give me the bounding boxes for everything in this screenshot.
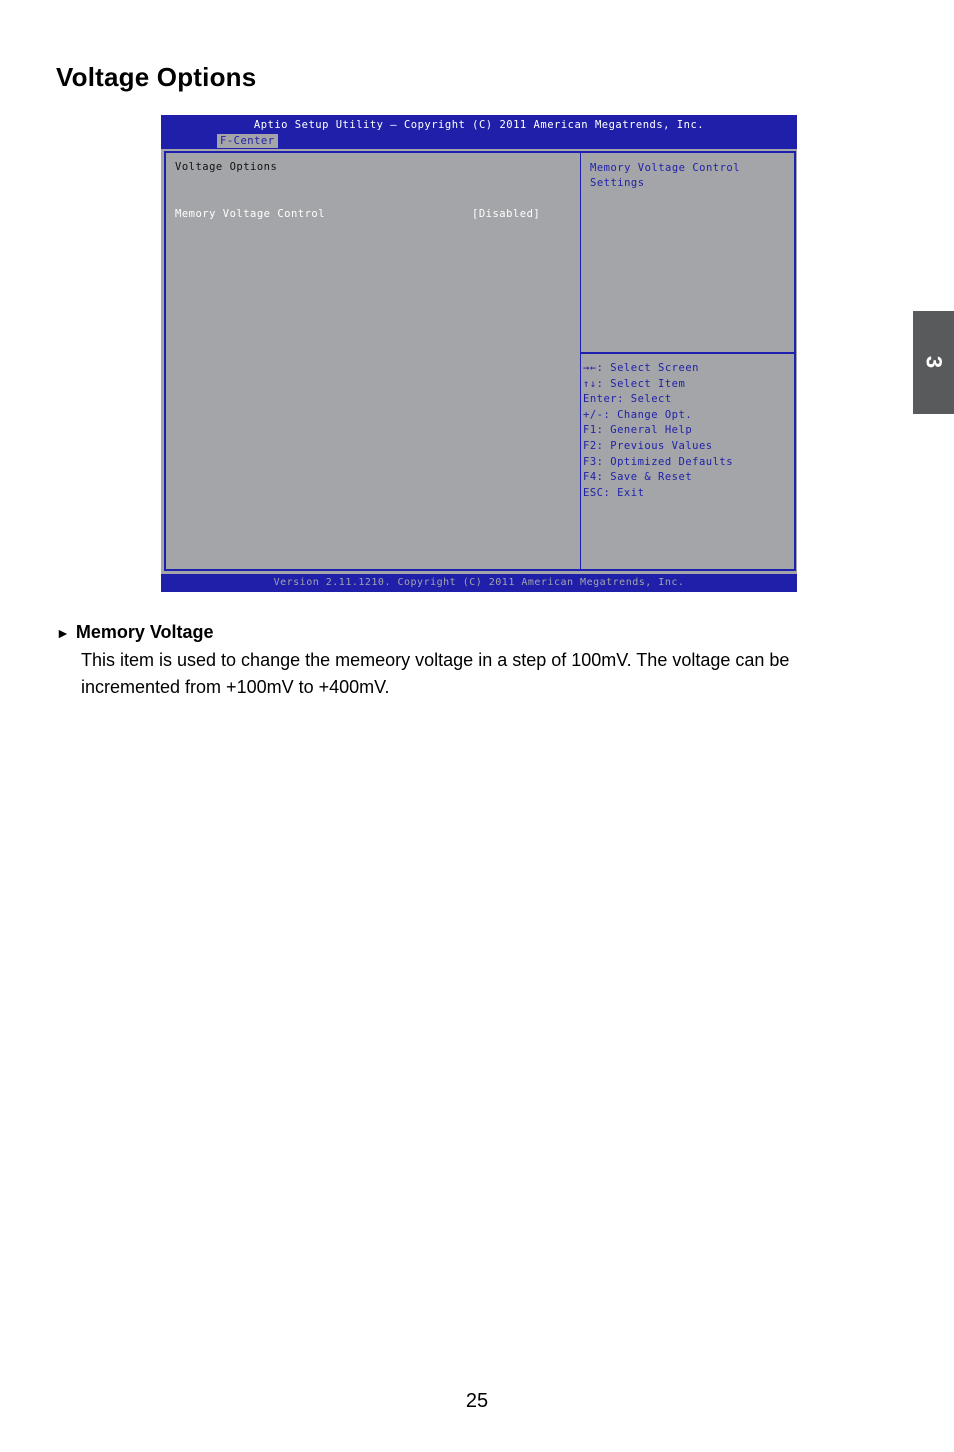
bios-section-title: Voltage Options xyxy=(175,161,278,173)
help-line: Settings xyxy=(590,177,645,189)
arrow-right-icon: ► xyxy=(56,625,70,641)
bios-divider xyxy=(580,153,581,569)
help-line: Memory Voltage Control xyxy=(590,162,741,174)
key-legend-item: F2: Previous Values xyxy=(583,439,713,452)
memory-voltage-control-value[interactable]: [Disabled] xyxy=(472,208,541,220)
section-body: This item is used to change the memeory voltage in a step of 100mV. The voltage can be incremented from +100mV to +400mV. xyxy=(81,650,790,697)
bios-screenshot xyxy=(161,115,797,592)
key-legend-item: ↑↓: Select Item xyxy=(583,377,686,390)
chapter-number: 3 xyxy=(921,355,947,369)
page-number: 25 xyxy=(465,1390,489,1412)
bios-tab-f-center[interactable]: F-Center xyxy=(217,134,278,148)
bios-frame xyxy=(164,151,796,571)
key-legend-item: F3: Optimized Defaults xyxy=(583,455,734,468)
section-heading-text: Memory Voltage xyxy=(75,622,214,642)
bios-key-legend xyxy=(583,361,733,501)
key-legend-item: →←: Select Screen xyxy=(583,362,699,374)
key-legend-item: ESC: Exit xyxy=(583,486,645,499)
key-legend-item: F1: General Help xyxy=(583,424,693,437)
key-legend-item: F4: Save & Reset xyxy=(583,471,693,484)
key-legend-item: +/-: Change Opt. xyxy=(583,408,693,421)
section-heading xyxy=(56,622,214,643)
bios-footer: Version 2.11.1210. Copyright (C) 2011 American Megatrends, Inc. xyxy=(161,574,797,592)
page-title: Voltage Options xyxy=(56,62,257,92)
chapter-tab xyxy=(913,311,954,414)
key-legend-item: Enter: Select xyxy=(583,393,672,406)
bios-help-divider xyxy=(581,352,794,354)
memory-voltage-control-label[interactable]: Memory Voltage Control xyxy=(175,208,326,220)
bios-help-panel xyxy=(590,161,740,191)
bios-header-title: Aptio Setup Utility – Copyright (C) 2011 American Megatrends, Inc. xyxy=(253,119,705,131)
bios-header xyxy=(161,115,797,149)
